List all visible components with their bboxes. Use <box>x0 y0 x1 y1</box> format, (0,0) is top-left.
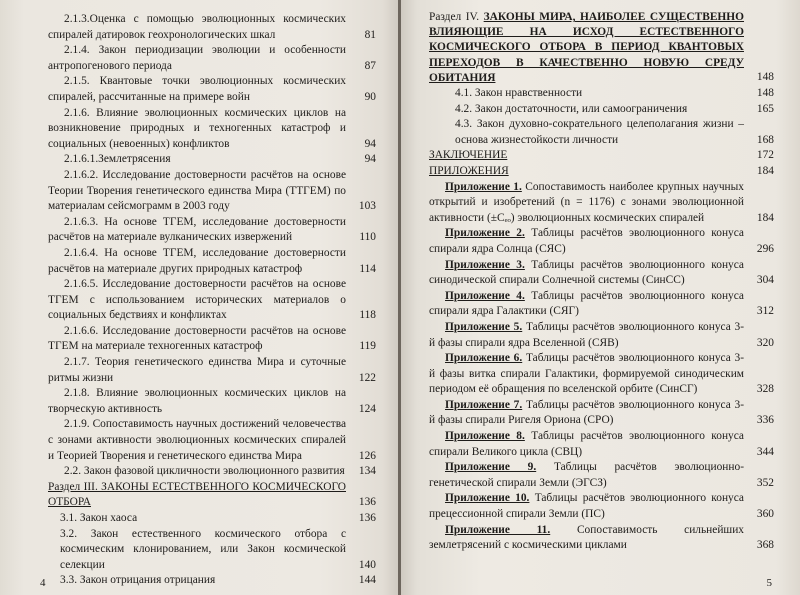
appendix-label: Приложение 5. <box>445 320 523 333</box>
toc-entry-text: 2.1.3.Оценка с помощью эволюционных космических спиралей датировок геохронологических шкал <box>48 13 346 41</box>
toc-entry-page: 122 <box>358 371 376 384</box>
toc-entry-page: 136 <box>358 512 376 524</box>
toc-entry-page: 136 <box>358 496 376 509</box>
appendix-label: Приложение 9. <box>445 461 537 474</box>
appendix-text <box>429 491 744 522</box>
appendix-description: Таблицы расчётов эволюционного конуса 3-й фазы спирали ядра Вселенной (СЯВ) <box>429 320 745 349</box>
left-toc <box>48 12 376 589</box>
toc-entry-page: 103 <box>358 200 376 213</box>
toc-entry-page: 87 <box>364 59 376 72</box>
appendix-page: 328 <box>756 383 774 396</box>
appendix-text <box>429 460 744 491</box>
toc-entry[interactable] <box>48 215 376 246</box>
right-toc <box>429 10 774 554</box>
toc-entry-page: 124 <box>358 402 376 415</box>
left-page <box>0 0 399 595</box>
toc-entry-page: 110 <box>359 231 376 244</box>
toc-entry[interactable] <box>48 511 376 527</box>
appendix-entry[interactable] <box>429 523 774 554</box>
appendix-text <box>429 523 744 554</box>
appendix-description: Таблицы расчётов эволюционного конуса прецессионной спирали Земли (ПС) <box>429 492 744 521</box>
toc-entry-page: 94 <box>364 153 376 166</box>
appendix-description: Сопоставимость наиболее крупных научных открытий и изобретений (n = 1176) с зонами эволюционной активности (±Cₑₒ) эволюционных космических спиралей <box>429 180 745 224</box>
toc-entry-text: 3.1. Закон хаоса <box>60 512 138 524</box>
appendix-text <box>429 180 744 227</box>
appendix-label: Приложение 7. <box>445 398 523 411</box>
toc-entry-page: 81 <box>364 28 376 41</box>
toc-entry[interactable] <box>429 102 774 118</box>
appendix-entry[interactable] <box>429 226 774 257</box>
section-title: ЗАКОНЫ МИРА, НАИБОЛЕЕ СУЩЕСТВЕННО ВЛИЯЮЩИЕ НА ИСХОД ЕСТЕСТВЕННОГО КОСМИЧЕСКОГО ОТБОРА В ПЕРИОД КВАНТОВЫХ ПЕРЕХОДОВ В КАЧЕСТВЕННО НОВУЮ СРЕДУ ОБИТАНИЯ <box>429 11 745 84</box>
toc-entry-page: 134 <box>358 465 376 478</box>
appendix-description: Таблицы расчётов эволюционно-генетической спирали Земли (ЭГСЗ) <box>429 461 744 489</box>
toc-entry[interactable] <box>48 12 376 43</box>
left-page-number: 4 <box>40 577 46 589</box>
toc-entry-text: 2.2. Закон фазовой цикличности эволюционного развития <box>64 465 345 478</box>
toc-entry-text: 2.1.9. Сопоставимость научных достижений человечества с зонами активности эволюционных космических спиралей и Теорией Творения и генетического единства Мира <box>48 418 346 462</box>
appendix-entry[interactable] <box>429 429 774 460</box>
appendix-label: Приложение 3. <box>445 258 525 271</box>
appendix-text <box>429 398 744 429</box>
toc-entry-text: 4.3. Закон духовно-сократельного целеполагания жизни – основа жизнестойкости личности <box>455 118 744 146</box>
toc-entry-page: 168 <box>756 133 774 146</box>
appendix-entry[interactable] <box>429 289 774 320</box>
toc-entry-page: 118 <box>359 309 376 322</box>
toc-entry-title: ЗАКЛЮЧЕНИЕ <box>429 149 508 162</box>
appendix-text <box>429 226 744 257</box>
toc-entry[interactable] <box>48 43 376 74</box>
right-page <box>401 0 800 595</box>
toc-entry-page: 94 <box>364 137 376 150</box>
toc-entry-text: 2.1.5. Квантовые точки эволюционных космических спиралей, рассчитанные на примере войн <box>48 75 346 103</box>
toc-entry-page: 114 <box>359 262 376 275</box>
appendix-list <box>429 180 774 554</box>
toc-entry-text: 2.1.8. Влияние эволюционных космических циклов на творческую активность <box>48 387 346 415</box>
toc-entry[interactable] <box>48 152 376 168</box>
appendix-text <box>429 351 744 398</box>
toc-entry-text: 2.1.7. Теория генетического единства Мира и суточные ритмы жизни <box>48 356 346 384</box>
toc-entry-text: 3.3. Закон отрицания отрицания <box>60 574 216 587</box>
toc-entry-text: 2.1.6.3. На основе ТГЕМ, исследование достоверности расчётов на материале вулканических извержений <box>48 215 346 244</box>
appendix-page: 360 <box>756 508 774 521</box>
appendix-page: 336 <box>756 414 774 427</box>
appendix-label: Приложение 11. <box>445 523 551 536</box>
toc-entry-text: 2.1.6.4. На основе ТГЕМ, исследование достоверности расчётов на материале других природных катастроф <box>48 246 346 275</box>
toc-entry-text: 2.1.6.2. Исследование достоверности расчётов на основе Теории Творения генетического единства Мира (ТТГЕМ) по материалам сейсмограмм в 2003 году <box>48 168 346 213</box>
appendix-text <box>429 429 744 460</box>
toc-entry-page: 140 <box>358 558 376 571</box>
toc-entry-page: 126 <box>358 449 376 462</box>
section-page: 148 <box>756 71 774 84</box>
toc-entry[interactable] <box>48 168 376 215</box>
toc-entry[interactable] <box>48 324 376 355</box>
appendix-description: Таблицы расчётов эволюционного конуса 3-й фазы витка спирали Галактики, формируемой синодическим периодом её обращения по вселенской орбите (СинСГ) <box>429 352 745 396</box>
appendix-description: Таблицы расчётов эволюционного конуса синодической спирали Солнечной системы (СинСС) <box>429 258 744 287</box>
toc-entry-title: ПРИЛОЖЕНИЯ <box>429 164 509 177</box>
appendix-label: Приложение 10. <box>445 492 530 505</box>
toc-entry-page: 90 <box>364 90 376 103</box>
appendix-entry[interactable] <box>429 258 774 289</box>
toc-entry[interactable] <box>48 480 376 511</box>
toc-entry[interactable] <box>48 246 376 277</box>
appendix-label: Приложение 4. <box>445 289 525 302</box>
appendix-label: Приложение 1. <box>445 180 522 193</box>
toc-entry[interactable] <box>48 355 376 386</box>
appendix-page: 304 <box>756 274 774 287</box>
toc-entry-page: 184 <box>756 164 774 177</box>
appendix-page: 312 <box>756 305 774 318</box>
appendix-entry[interactable] <box>429 180 774 227</box>
toc-entry[interactable] <box>48 527 376 574</box>
toc-entry-page: 148 <box>756 87 774 100</box>
right-entries <box>429 86 774 180</box>
toc-entry[interactable] <box>429 117 774 148</box>
toc-entry[interactable] <box>48 386 376 417</box>
appendix-page: 320 <box>756 336 774 349</box>
appendix-page: 344 <box>756 445 774 458</box>
toc-entry-title: Раздел III. ЗАКОНЫ ЕСТЕСТВЕННОГО КОСМИЧЕСКОГО ОТБОРА <box>48 480 346 509</box>
appendix-description: Таблицы расчётов эволюционного конуса спирали ядра Солнца (СЯС) <box>429 227 744 255</box>
toc-entry-text: 2.1.6.1.Землетрясения <box>64 153 171 166</box>
appendix-text <box>429 320 744 351</box>
toc-entry[interactable] <box>48 464 376 480</box>
toc-entry-text: 4.1. Закон нравственности <box>455 87 583 100</box>
appendix-entry[interactable] <box>429 351 774 398</box>
right-page-number: 5 <box>766 577 772 589</box>
appendix-label: Приложение 2. <box>445 227 525 240</box>
appendix-entry[interactable] <box>429 491 774 522</box>
appendix-description: Таблицы расчётов эволюционного конуса 3-й фазы спирали Ригеля Ориона (СРО) <box>429 398 745 427</box>
appendix-label: Приложение 6. <box>445 352 523 365</box>
appendix-page: 184 <box>756 211 774 224</box>
appendix-entry[interactable] <box>429 398 774 429</box>
appendix-page: 296 <box>756 242 774 255</box>
toc-entry-text <box>429 164 744 180</box>
appendix-description: Таблицы расчётов эволюционного конуса спирали ядра Галактики (СЯГ) <box>429 289 744 318</box>
toc-entry-text: 2.1.4. Закон периодизации эволюции и особенности антропогенового периода <box>48 44 346 72</box>
toc-entry-page: 144 <box>358 574 376 587</box>
appendix-text <box>429 258 744 289</box>
toc-entry[interactable] <box>48 74 376 105</box>
appendix-description: Таблицы расчётов эволюционного конуса спирали Великого цикла (СВЦ) <box>429 430 744 458</box>
toc-entry-text: 2.1.6.6. Исследование достоверности расчётов на основе ТГЕМ на материале техногенных катастроф <box>48 324 346 353</box>
appendix-page: 368 <box>756 539 774 552</box>
appendix-entry[interactable] <box>429 320 774 351</box>
appendix-page: 352 <box>756 476 774 489</box>
toc-entry[interactable] <box>48 106 376 153</box>
toc-entry-text <box>48 480 346 511</box>
toc-entry-page: 165 <box>756 102 774 115</box>
section-iv-heading[interactable] <box>429 10 774 86</box>
toc-entry-text: 4.2. Закон достаточности, или самоограничения <box>455 102 688 115</box>
appendix-label: Приложение 8. <box>445 430 525 443</box>
toc-entry-text: 2.1.6.5. Исследование достоверности расчётов на основе ТГЕМ с использованием исторических материалов о социальных бедствиях и конфликтах <box>48 278 346 322</box>
toc-entry-page: 172 <box>756 149 774 162</box>
appendix-description: Сопоставимость сильнейших землетрясений с космическими циклами <box>429 523 744 552</box>
toc-entry-text: 2.1.6. Влияние эволюционных космических циклов на возникновение природных и техногенных катастроф и социальных (невоенных) конфликтов <box>48 106 346 150</box>
toc-entry-page: 119 <box>359 340 376 353</box>
toc-entry[interactable] <box>429 86 774 102</box>
toc-entry[interactable] <box>429 148 774 164</box>
appendix-text <box>429 289 744 320</box>
toc-entry[interactable] <box>429 164 774 180</box>
toc-entry[interactable] <box>48 417 376 464</box>
section-prefix: Раздел IV. <box>429 11 480 23</box>
toc-entry[interactable] <box>48 573 376 589</box>
toc-entry-text <box>429 148 744 164</box>
toc-entry[interactable] <box>48 277 376 324</box>
toc-entry-text: 3.2. Закон естественного космического отбора с космическим клонированием, или Закон космической селекции <box>60 527 346 571</box>
appendix-entry[interactable] <box>429 460 774 491</box>
